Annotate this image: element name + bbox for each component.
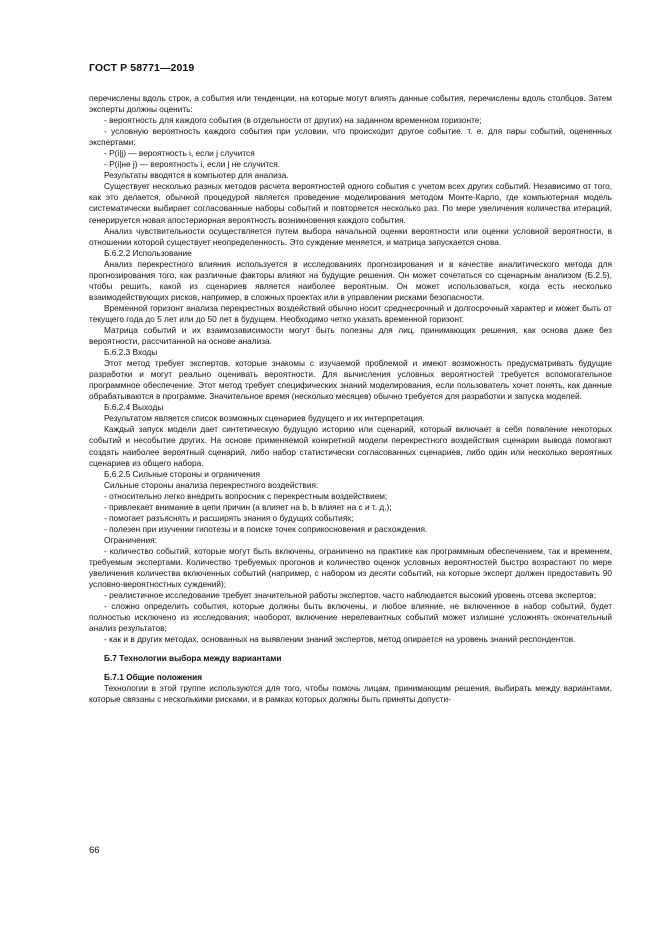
- paragraph: Ограничения:: [104, 534, 157, 545]
- paragraph: Каждый запуск модели дает синтетическую будущую историю или сценарий, который включает в себя появление некоторых событий и несобытие других. На основе применяемой конкретной модели перекрестного воздействия сценарии вывода помогают создать наиболее вероятный сценарий, либо набор статистически согласованных сценариев, либо один или несколько вероятных сценариев из общего набора.: [89, 424, 612, 468]
- section-heading: Б.6.2.2 Использование: [104, 247, 192, 258]
- list-item: - относительно легко внедрить вопросник с перекрестным воздействием;: [104, 490, 388, 501]
- list-item: - вероятность для каждого события (в отдельности от других) на заданном временном горизонте;: [104, 115, 482, 126]
- list-item: - помогает разъяснять и расширять знания о будущих событиях;: [104, 512, 354, 523]
- section-heading-b71: Б.7.1 Общие положения: [104, 672, 203, 683]
- paragraph: Результаты вводятся в компьютер для анализа.: [104, 170, 289, 181]
- list-item: - полезен при изучении гипотезы и в поиске точек соприкосновения и расхождения.: [104, 523, 428, 534]
- section-heading: Б.6.2.4 Выходы: [104, 402, 164, 413]
- paragraph: Анализ перекрестного влияния используется в исследованиях прогнозирования и в качестве аналитического метода для прогнозирования того, как различные факторы влияют на будущие решения. Он может сочетаться со сценарным анализом (Б.2.5), чтобы решить, какой из сценариев является наиболее вероятным. Он может использоваться, когда есть несколько взаимодействующих рисков, например, в сложных проектах или в управлении рисками безопасности.: [89, 258, 612, 302]
- paragraph: Матрица событий и их взаимозависимости могут быть полезны для лиц, принимающих решения, как основа даже без вероятности, рассчитанной на основе анализа.: [89, 324, 612, 347]
- document-body: [89, 93, 612, 706]
- list-item: - привлекает внимание в цепи причин (a влияет на b, b влияет на c и т. д.);: [104, 501, 392, 512]
- list-item: - как и в других методах, основанных на выявлении знаний экспертов, метод опирается на уровень знаний респондентов.: [104, 634, 576, 645]
- section-heading: Б.6.2.3 Входы: [104, 347, 158, 358]
- paragraph: Существует несколько разных методов расчета вероятностей одного события с учетом всех других событий. Независимо от того, как это делается, обычной процедурой является проведение моделирования методом Монте-Карло, где компьютерная модель систематически выбирает согласованные наборы событий и повторяется несколько раз. По мере увеличения количества итераций, генерируется новая апостериорная вероятность возникновения каждого события.: [89, 181, 612, 225]
- paragraph: Результатом является список возможных сценариев будущего и их интерпретация.: [104, 413, 425, 424]
- list-item: - реалистичное исследование требует значительной работы экспертов, часто наблюдается высокий уровень отсева экспертов;: [104, 590, 597, 601]
- section-heading-b7: Б.7 Технологии выбора между вариантами: [104, 653, 282, 664]
- document-header: ГОСТ Р 58771—2019: [89, 62, 195, 74]
- page-number: 66: [89, 845, 100, 856]
- paragraph: Технологии в этой группе используются для того, чтобы помочь лицам, принимающим решения, выбирать между вариантами, которые связаны с несколькими рисками, и в рамках которых должны быть приняты допусти-: [89, 683, 612, 705]
- section-heading: Б.6.2.5 Сильные стороны и ограничения: [104, 468, 260, 479]
- paragraph: перечислены вдоль строк, а события или тенденции, на которые могут влиять данные события, перечислены вдоль столбцов. Затем эксперты должны оценить:: [89, 93, 612, 115]
- list-item: - сложно определить события, которые должны быть включены, и любое влияние, не включенное в набор событий, будет полностью исключено из исследования; наоборот, включение нерелевантных событий может излишне усложнять окончательный анализ результатов;: [89, 601, 612, 634]
- list-item: - количество событий, которые могут быть включены, ограничено на практике как программным обеспечением, так и временем, требуемым экспертами. Количество требуемых прогонов и количество оценок условных вероятностей быстро возрастают по мере увеличения количества включенных событий (например, с набором из десяти событий, на которые эксперт должен предоставить 90 условно-вероятностных суждений);: [89, 545, 612, 590]
- formula-item: - P(i|j) — вероятность i, если j случится: [104, 148, 255, 159]
- paragraph: Сильные стороны анализа перекрестного воздействия:: [104, 479, 319, 490]
- formula-item: - P(i|не j) — вероятность i, если j не случится.: [104, 159, 280, 170]
- list-item: - условную вероятность каждого события при условии, что происходит другое событие. т. е. для пары событий, оцененных экспертами:: [89, 126, 612, 148]
- paragraph: Временной горизонт анализа перекрестных воздействий обычно носит среднесрочный и долгосрочный характер и может быть от текущего года до 5 лет или до 50 лет в будущем. Необходимо четко указать временной горизонт.: [89, 302, 612, 324]
- paragraph: Анализ чувствительности осуществляется путем выбора начальной оценки вероятности или оценки условной вероятности, в отношении которой существует неопределенность. Это суждение меняется, и матрица запускается снова.: [89, 225, 612, 247]
- paragraph: Этот метод требует экспертов, которые знакомы с изучаемой проблемой и имеют возможность предусматривать будущие разработки и могут реально оценивать вероятности. Для вычисления условных вероятностей требуется вспомогательное программное обеспечение. Этот метод требует специфических знаний моделирования, если пользователь хочет понять, как данные обрабатываются в программе. Значительное время (несколько месяцев) обычно требуется для разработки и запуска моделей.: [89, 358, 612, 402]
